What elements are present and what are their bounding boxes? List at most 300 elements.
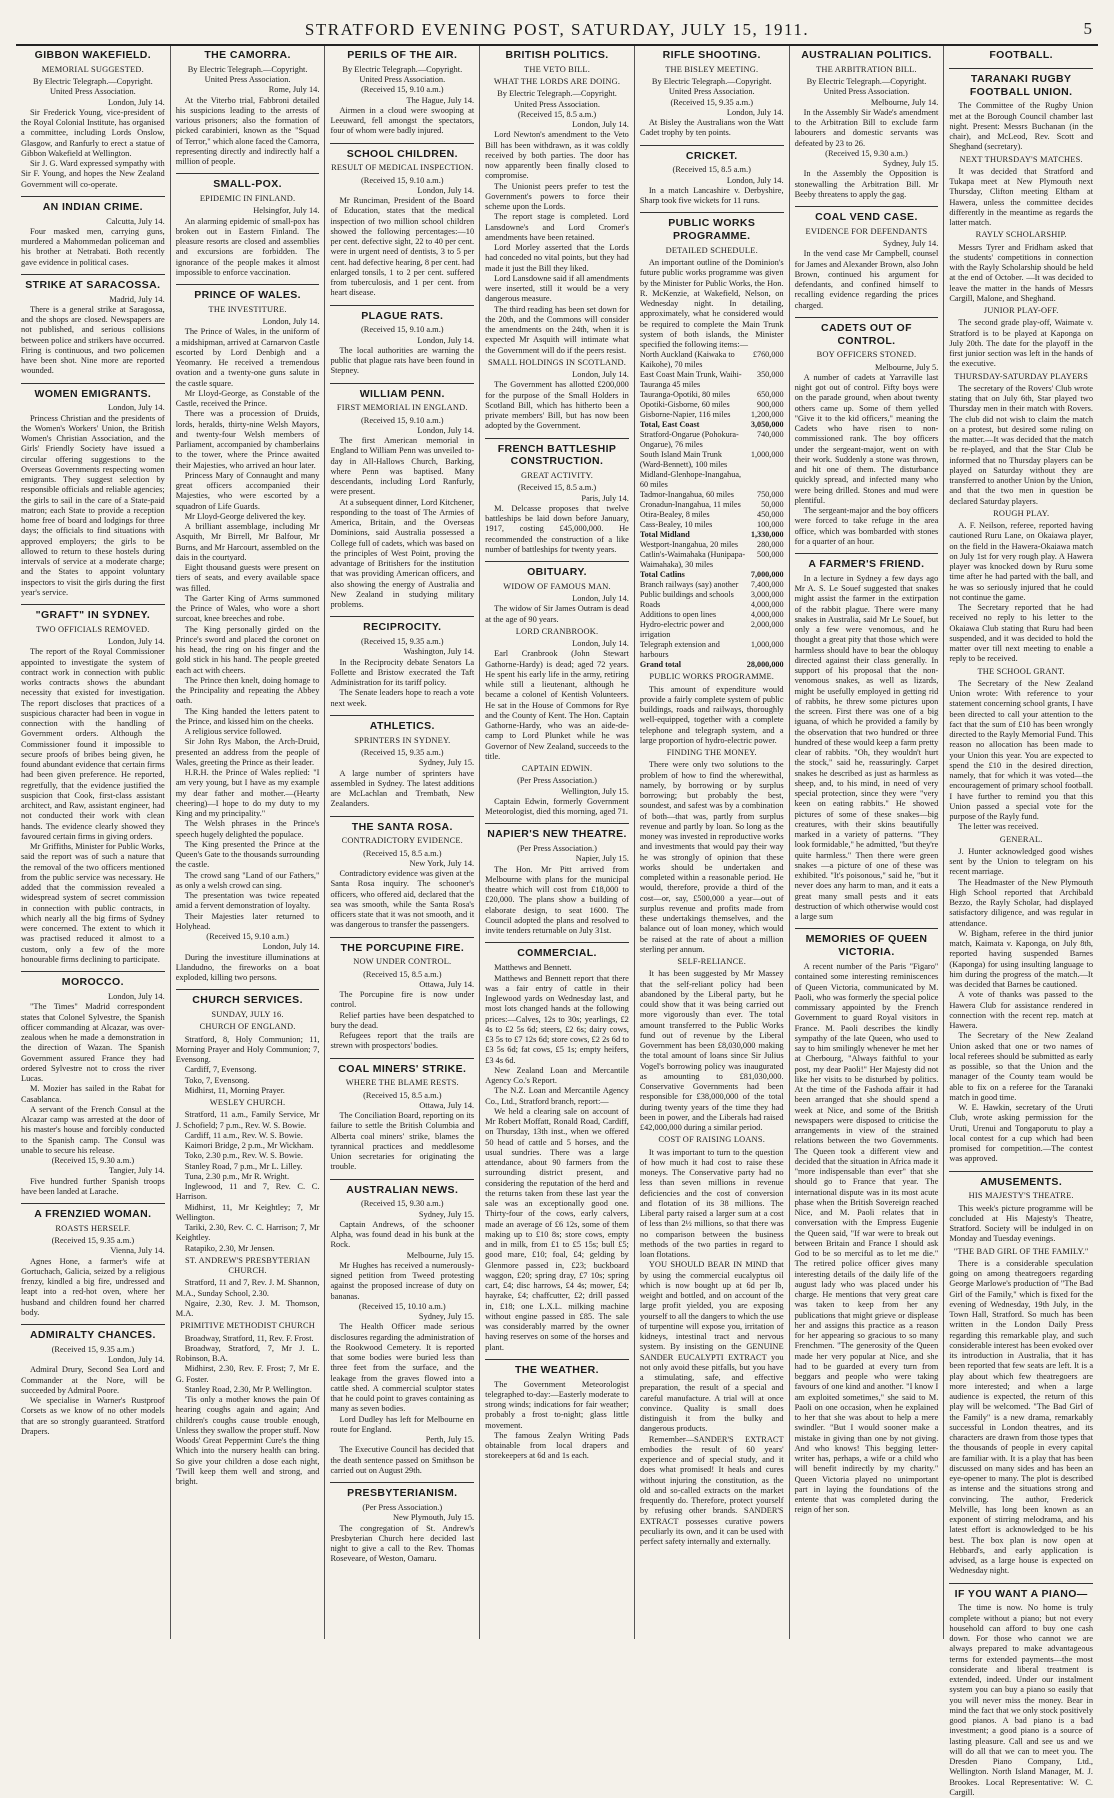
wire-credit: (Per Press Association.) xyxy=(517,776,597,786)
article-headline: CRICKET. xyxy=(685,149,738,162)
dateline: London, July 14. xyxy=(726,107,784,117)
article-paragraph: The first American memorial in England to William Penn was unveiled to-day in All-Hallows Church, Barking, where Penn was baptised. Many descendants, including Lord Ranfurly, were present. xyxy=(330,436,475,497)
masthead xyxy=(16,16,1098,46)
section-subheading: THURSDAY-SATURDAY PLAYERS xyxy=(954,371,1089,381)
article-paragraph: At a subsequent dinner, Lord Kitchener, responding to the toast of The Armies of America, Britain, and the Overseas Dominions, said Australia possessed a College full of cadets, which was based on the principles of West Point, proving the advantage of Britishers for the institution that was providing American officers, and also showing the energy of Australia and New Zealand in studying military problems. xyxy=(330,497,475,610)
article-headline: A FRENZIED WOMAN. xyxy=(34,1208,152,1221)
dateline: Melbourne, July 14. xyxy=(870,97,939,107)
table-item: Cass-Bealey, 10 miles xyxy=(639,520,713,530)
wire-credit: (Received 15, 9.10 a.m.) xyxy=(361,175,444,185)
wire-credit: (Received 15, 9.10 a.m.) xyxy=(206,932,289,942)
article-paragraph: The famous Zealyn Writing Pads obtainable from local drapers and storekeepers at 6d and 1s each. xyxy=(485,1430,629,1461)
dateline: London, July 14. xyxy=(262,317,320,327)
dateline: London, July 14. xyxy=(107,992,165,1002)
article-paragraph: Admiral Drury, Second Sea Lord and Commander at the Nore, will be succeeded by Admiral Poore. xyxy=(21,1365,165,1395)
dateline: The Hague, July 14. xyxy=(406,95,475,105)
article xyxy=(21,604,165,965)
article-paragraph: Lord Newton's amendment to the Veto Bill has been withdrawn, as it was coldly received by both parties. The door has now apparently been finally closed to compromise. xyxy=(485,130,629,181)
section-subheading: WHAT THE LORDS ARE DOING. xyxy=(493,77,621,87)
section-subheading: LORD CRANBROOK. xyxy=(515,626,599,636)
article-subheading: BOY OFFICERS STONED. xyxy=(816,350,917,360)
wire-credit: (Received 15, 8.5 a.m.) xyxy=(672,165,751,175)
article-headline: SCHOOL CHILDREN. xyxy=(346,147,458,160)
article xyxy=(949,1171,1093,1577)
table-item: Public buildings and schools xyxy=(639,590,734,600)
article-headline: BRITISH POLITICS. xyxy=(505,49,609,61)
section-subheading: CAPTAIN EDWIN. xyxy=(521,764,593,774)
article-paragraph: The King handed the letters patent to the Prince, and kissed him on the cheeks. xyxy=(175,706,320,726)
article xyxy=(949,49,1093,62)
article-paragraph: Captain Andrews, of the schooner Alpha, was found dead in his bunk at the Rock. xyxy=(330,1219,475,1250)
table-value: 4,000,000 xyxy=(750,600,784,610)
article-paragraph: Toko, 2.30 p.m., Rev. W. S. Bowie. xyxy=(184,1151,303,1161)
article xyxy=(21,196,165,268)
article-paragraph: Stratford, 11 a.m., Family Service, Mr J. Schofield; 7 p.m., Rev. W. S. Bowie. xyxy=(175,1110,320,1130)
article-paragraph: The Government has allotted £200,000 for the purpose of the Small Holders in Scotland Bill, which has hitherto been a private members' Bill, but has now been adopted by the Government. xyxy=(485,380,629,431)
article-paragraph: A recent number of the Paris "Figaro" contained some interesting reminiscences of Queen Victoria, communicated by M. Paoli, who was formerly the special police commissary appointed by the French Government to guard Royal visitors in France. M. Paoli describes the kindly sympathy of the late Queen, who used to say to him smilingly whenever he met her at Cherbourg, "Always faithful to your post, my dear Paoli!" Her Majesty did not like her visits to be disturbed by politics. At the time of the Fashoda affair it had been arranged that she should spend a week at Nice, and some of the British newspapers were disposed to criticise the arrangements in view of the strained relations between the two Governments. The Queen took a different view and decided that the situation in Africa made it "more indispensable than ever" that she should go to France that year. The international dispute was in its most acute phase when the British Sovereign reached Nice, and M. Paoli relates that in conversation with the Empress Eugenie the Queen said, "If war were to break out between Britain and France I should ask God to be so merciful as to let me die." The retired police officer gives many interesting details of the daily life of the august lady who was placed under his charge. He mentions that very great care was taken to keep from her any publications that might grieve or displease her and assigns this practice as a reason for her appearing so gracious to so many Frenchmen. "The generosity of the Queen made her very popular at Nice, and she had to be guarded at every turn from beggars and people who were taking favours of one kind and another. "I know I am exploited sometimes," she said to M. Paoli on one occasion, when he explained to her that she was about to help a mere swindler. "But I would sooner make a mistake in giving than one by not giving. And who knows! This begging letter-writer has, perhaps, a wife or a child who will benefit indirectly by my charity." Queen Victoria played no unimportant part in laying the foundations of the entente that was completed during the reign of her son. xyxy=(794,962,939,1515)
article-paragraph: Broadway, Stratford, 7, Mr J. L. Robinson, B.A. xyxy=(175,1343,320,1364)
wire-credit: (Received 15, 9.30 a.m.) xyxy=(51,1156,135,1166)
section-subheading: GENERAL. xyxy=(999,834,1043,844)
dateline: Perth, July 15. xyxy=(425,1435,475,1445)
dateline: Madrid, July 14. xyxy=(109,294,165,304)
table-value: 3,050,000 xyxy=(750,420,784,430)
article-headline: A FARMER'S FRIEND. xyxy=(808,558,925,571)
dateline: Napier, July 15. xyxy=(575,854,629,864)
article-subheading: THE VETO BILL. xyxy=(524,64,591,74)
article xyxy=(485,1359,629,1462)
article-paragraph: Remember—SANDER'S EXTRACT embodies the result of 60 years' experience and of special study, and it does what promised! It heals and cures without injuring the constitution, as the old and so-called extracts on the market frequently do. Therefore, protect yourself by refusing other brands. SANDER'S EXTRACT possesses curative powers peculiarly its own, and it can be used with perfect safety internally and externally. xyxy=(639,1434,784,1547)
table-row xyxy=(640,550,784,570)
article-headline: THE CAMORRA. xyxy=(204,49,291,61)
dateline: London, July 14. xyxy=(572,370,629,380)
article-headline: PLAGUE RATS. xyxy=(361,309,444,322)
article-divider xyxy=(330,1482,474,1483)
article-headline: MEMORIES OF QUEEN VICTORIA. xyxy=(805,933,928,959)
article-paragraph: Matthews and Bennett report that there was a fair entry of cattle in their Inglewood yards on Wednesday last, and most lots changed hands at the following prices:—Calves, 12s to 30s; yearlings, £2 4s to £2 5s 6d; steers, £2 6s; dairy cows, £3 5s to £7 12s 6d; store cows, £2 2s 6d to £3 5s 6d; fat cows, £5 1s; empty heifers, £3 4s 6d. xyxy=(485,973,629,1065)
article-headline: AUSTRALIAN NEWS. xyxy=(346,1183,459,1196)
article xyxy=(485,823,629,936)
article-divider xyxy=(330,616,474,617)
article-divider xyxy=(640,212,784,213)
table-value: 2,000,000 xyxy=(750,620,784,630)
table-item: East Coast Main Trunk, Waihi-Tauranga 45 miles xyxy=(639,370,742,390)
table-value: 500,000 xyxy=(756,550,784,560)
article xyxy=(949,1583,1093,1798)
article xyxy=(330,616,474,709)
table-value: 1,000,000 xyxy=(750,640,784,650)
article-paragraph: Midhirst, 11, Mr Keightley; 7, Mr Wellington. xyxy=(175,1202,320,1222)
table-row xyxy=(640,490,784,500)
table-value: 28,000,000 xyxy=(746,660,784,670)
article-paragraph: M. Delcasse proposes that twelve battleships be laid down before January, 1917, costing £45,000,000. He recommended the construction of a like number of battleships for twenty years. xyxy=(485,503,629,554)
article-divider xyxy=(640,145,784,146)
article-divider xyxy=(330,1058,474,1059)
table-row xyxy=(640,500,784,510)
article-paragraph: Five hundred further Spanish troops have been landed at Larache. xyxy=(21,1176,165,1196)
article-divider xyxy=(330,937,474,938)
article-headline: TARANAKI RUGBY FOOTBALL UNION. xyxy=(969,72,1073,98)
article-headline: WOMEN EMIGRANTS. xyxy=(34,387,152,400)
dateline: London, July 14. xyxy=(262,942,320,952)
dateline: London, July 14. xyxy=(107,637,165,647)
dateline: Wellington, July 15. xyxy=(561,786,629,796)
dateline: London, July 14. xyxy=(417,425,475,435)
article-paragraph: Sir Frederick Young, vice-president of the Royal Colonial Institute, has organised a committee, including Lords Onslow, Glasgow, and Ranfurly to erect a statue of Gibbon Wakefield at Wellington. xyxy=(21,107,165,158)
section-subheading: COST OF RAISING LOANS. xyxy=(658,1135,766,1145)
article-paragraph: Four masked men, carrying guns, murdered a Mahommedan policeman and his brother at Netrabati. Both recently gave evidence in political cases. xyxy=(21,226,165,267)
table-item: Tadmor-Inangahua, 60 miles xyxy=(639,490,734,500)
article-headline: THE WEATHER. xyxy=(515,1363,599,1376)
dateline: Sydney, July 15. xyxy=(883,159,939,169)
article-paragraph: Princess Christian and the presidents of the Women's Workers' Union, the British Women's Christian Association, and the Girls' Friendly Society have issued a circular offering suggestions to the Overseas Governments respecting women emigrants. They suggest selection by responsible officials and reliable agencies; the girls to sail in the care of a State-paid matron; each State to provide a reception home free of board and lodgings for three days; the officials to find situations with approved employers; the girls to be allowed to return to these hostels during intervals of service at a moderate charge; and the States to appoint voluntary inspectors to visit the girls during the first year's service. xyxy=(21,413,165,597)
article-paragraph: The presentation was twice repeated amid a fervent demonstration of loyalty. xyxy=(175,891,320,911)
article-paragraph: We held a clearing sale on account of Mr Robert Moffatt, Ronald Road, Cardiff, on Thursday, 13th inst., when we offered 50 head of cattle and 5 horses, and the usual sundries. There was a large attendance, about 90 farmers from the surrounding district present, and considering the reputation of the herd and the returns taken from these last year the sale was an exceptionally good one. Thirty-four of the cows, early calvers, made an average of £6 12s, some of them making up to £10 8s; store cows, empty and in milk, from £1 to £5 15s; bull £5; good mare, £10; foal, £4; gelding by Glenmore passed in, £23; buckboard waggon, £20; spring dray, £7 10s; spring cart, £4; disc harrows, £4 4s; mower, £4; hayrake, £4; chaffcutter, £2; drill passed in, £18; one L.X.L. milking machine without engine passed in £85. The sale was considerably marred by the owner having reserves on some of the horses and plant. xyxy=(485,1106,629,1352)
article-paragraph: The Secretary of the New Zealand Union wrote: With reference to your statement concerning school grants, I have been directed to call your attention to the fact that the sum of £10 has been wrongly directed to the Rayly Memorial Fund. This reason no allocation has been made to your Union this year. You are expected to spend the £10 in the desired direction, namely, that for which it was voted—the encouragement of primary school football. I have further to remind you that this Union passed a special vote for the purpose of the Rayly fund. xyxy=(949,678,1094,822)
article-divider xyxy=(795,317,939,318)
article-divider xyxy=(330,143,474,144)
dateline: Paris, July 14. xyxy=(581,493,629,503)
article-paragraph: Ratapiko, 2.30, Mr Jensen. xyxy=(184,1243,275,1253)
article-paragraph: Contradictory evidence was given at the Santa Rosa inquiry. The schooner's officers, who offered aid, declared that the sea was smooth, while the Santa Rosa's officers state that it was not smooth, and it was dangerous to transfer the passengers. xyxy=(330,869,475,930)
table-item: North Auckland (Kaiwaka to Kaikohe), 70 miles xyxy=(639,350,735,370)
article-divider xyxy=(795,206,939,207)
wire-credit: By Electric Telegraph.—Copyright. United Press Association. xyxy=(651,77,772,97)
article-paragraph: This amount of expenditure would provide a fairly complete system of public buildings, roads and railways, thoroughly well-equipped, together with a complete telephone and telegraph system, and a large proportion of hydro-electric power. xyxy=(639,684,784,745)
article-paragraph: Inglewood, 11 and 7, Rev. C. C. Harrison. xyxy=(175,1182,320,1202)
article-paragraph: Stanley Road, 2.30, Mr P. Wellington. xyxy=(184,1384,312,1394)
article-headline: AN INDIAN CRIME. xyxy=(42,200,144,213)
article-paragraph: H.R.H. the Prince of Wales replied: "I am very young, but I have as my example my dear father and mother.—(Hearty cheering)—I hope to do my duty to my King and my principality." xyxy=(175,768,320,819)
article-paragraph: The Committee of the Rugby Union met at the Borough Council chamber last night. Present: Messrs Buchanan (in the chair), and McLeod, Rev. Scott and Sheghand (secretary). xyxy=(949,101,1094,152)
article-paragraph: M. Mozier has sailed in the Rabat for Casablanca. xyxy=(21,1084,165,1104)
table-row xyxy=(640,570,784,580)
article-paragraph: The Secretary of the New Zealand Union asked that one or two names of local referees should be submitted as early as possible, so that the Union and the manager of the County team would be able to fix on a referee for the Taranaki match in good time. xyxy=(949,1031,1094,1102)
article xyxy=(640,49,784,139)
dateline: Sydney, July 15. xyxy=(418,758,475,768)
article-paragraph: Princess Mary of Connaught and many great officers accompanied their Majesties, who were escorted by a squadron of Life Guards. xyxy=(175,470,320,511)
table-value: 1,330,000 xyxy=(750,530,784,540)
article-headline: PERILS OF THE AIR. xyxy=(347,49,458,61)
article-paragraph: J. Hunter acknowledged good wishes sent by the Union to telegram on his recent marriage. xyxy=(949,846,1094,877)
dateline: London, July 14. xyxy=(107,1355,165,1365)
article-paragraph: New Zealand Loan and Mercantile Agency Co.'s Report. xyxy=(485,1065,629,1086)
table-item: Branch railways (say) another xyxy=(639,580,739,590)
article-paragraph: In the vend case Mr Campbell, counsel for James and Alexander Brown, also John Brown, continued his argument for defendants, and confined himself to recalling evidence regarding the prices charged. xyxy=(794,249,939,310)
article xyxy=(330,1058,474,1173)
table-item: Additions to open lines xyxy=(639,610,717,620)
article-paragraph: Midhirst, 11, Morning Prayer. xyxy=(184,1085,285,1095)
article xyxy=(176,49,320,167)
article-paragraph: The Prince then knelt, doing homage to the Principality and repeating the Abbey oath. xyxy=(175,675,320,706)
article-paragraph: A brilliant assemblage, including Mr Asquith, Mr Birrell, Mr Balfour, Mr Burns, and Mr Harcourt, assembled on the dais in the courtyard. xyxy=(175,522,320,562)
article xyxy=(795,317,939,547)
article-divider xyxy=(21,196,165,197)
article-headline: THE PORCUPINE FIRE. xyxy=(340,941,465,954)
article-headline: OBITUARY. xyxy=(527,566,587,579)
article-divider xyxy=(176,284,320,285)
table-item: Catlin's-Waimahaka (Hunipapa-Waimahaka), 30 miles xyxy=(639,550,746,570)
article-paragraph: The Garter King of Arms summoned the Prince of Wales, who wore a short surcoat, knee breeches and robe. xyxy=(175,593,320,624)
table-row xyxy=(640,600,784,610)
article xyxy=(330,1179,474,1477)
wire-credit: (Received 15, 8.5 a.m.) xyxy=(517,483,597,493)
table-value: 650,000 xyxy=(756,390,784,400)
table-value: 750,000 xyxy=(756,490,784,500)
article-divider xyxy=(949,1171,1093,1172)
article-paragraph: There was a procession of Druids, lords, heralds, thirty-nine Welsh Mayors, and twenty-four Welsh members of Parliament, accompanied by chamberlains to the tower, where the Prince awaited their Majesties, who arrived an hour later. xyxy=(175,409,320,470)
wire-credit: (Received 15, 9.10 a.m.) xyxy=(361,85,444,95)
article-paragraph: A number of cadets at Yarraville last night got out of control. Fifty boys were on the parade ground, when about twenty others came up. Some of them yelled "Give it to the kid officers," meaning the Cadets who have risen to non-commissioned rank. The boy officers under the sergeant-major, went on with their work. Suddenly a stone was thrown, and hit one of them. The disturbance quickly spread, and infected many who were being drilled. Stones and mud were plentiful. xyxy=(794,372,939,505)
article-headline: PRINCE OF WALES. xyxy=(194,289,301,302)
wire-credit: By Electric Telegraph.—Copyright. United Press Association. xyxy=(497,89,617,109)
article-divider xyxy=(795,928,939,929)
article-headline: CHURCH SERVICES. xyxy=(192,994,303,1007)
article-paragraph: The Secretary reported that he had received no reply to his letter to the Okaiawa Club stating that Ruru had been suspended, and it was decided to hold the matter over till next meeting to enable a reply to be received. xyxy=(949,603,1094,664)
table-value: 4,000,000 xyxy=(750,610,784,620)
article-divider xyxy=(485,823,629,824)
section-subheading: THE SCHOOL GRANT. xyxy=(977,666,1065,676)
article-headline: THE SANTA ROSA. xyxy=(351,820,453,833)
article-divider xyxy=(330,1179,474,1180)
article-divider xyxy=(176,173,320,174)
section-subheading: ST. ANDREW'S PRESBYTERIAN CHURCH. xyxy=(184,1255,311,1276)
table-row xyxy=(640,620,784,640)
article-paragraph: Mr Hughes has received a numerously-signed petition from Tweed protesting against the proposed increase of duty on bananas. xyxy=(330,1260,475,1301)
article-divider xyxy=(330,816,474,817)
article xyxy=(640,212,784,1547)
column-4 xyxy=(480,46,635,1639)
article xyxy=(330,143,474,299)
article-subheading: EPIDEMIC IN FINLAND. xyxy=(199,194,296,204)
article xyxy=(21,49,165,190)
article-paragraph: A religious service followed. xyxy=(184,727,282,737)
page-title: STRATFORD EVENING POST, SATURDAY, JULY 15, 1911. xyxy=(304,20,810,39)
article-paragraph: The crowd sang "Land of our Fathers," as only a welsh crowd can sing. xyxy=(175,870,320,890)
table-row xyxy=(640,410,784,420)
dateline: London, July 14. xyxy=(107,403,165,413)
article-divider xyxy=(21,1324,165,1325)
article-subheading: MEMORIAL SUGGESTED. xyxy=(41,64,144,74)
article xyxy=(485,942,629,1352)
table-value: 50,000 xyxy=(761,500,784,510)
article-subheading: THE BISLEY MEETING. xyxy=(665,64,759,74)
article-headline: PUBLIC WORKS PROGRAMME. xyxy=(668,217,756,243)
dateline: Sydney, July 14. xyxy=(883,239,939,249)
table-item: Total Midland xyxy=(639,530,690,540)
article-paragraph: Mr Griffiths, Minister for Public Works, said the report was of such a nature that the removal of the two officers mentioned from the public service was necessary. He added that the commission revealed a widespread system of secret commission in connection with public contracts, in which nearly all the big firms of Sydney were concerned. The extent to which it was practised reduced it almost to a custom, only a few of the more honourable firms declining to participate. xyxy=(21,842,165,964)
article-paragraph: Lord Lansdowne said if all amendments were inserted, still it would be a very dangerous measure. xyxy=(485,273,629,304)
article xyxy=(330,305,474,377)
article-headline: FOOTBALL. xyxy=(989,49,1054,61)
article xyxy=(330,715,474,810)
dateline: London, July 14. xyxy=(417,185,475,195)
article-headline: STRIKE AT SARACOSSA. xyxy=(25,278,161,291)
article-paragraph: The letter was received. xyxy=(958,822,1039,832)
section-subheading: SMALL HOLDINGS IN SCOTLAND. xyxy=(487,357,627,367)
article-paragraph: In the Assembly Sir Wade's amendment to the Arbitration Bill to exclude farm labourers and domestic servants was defeated by 23 to 26. xyxy=(794,107,939,148)
article-headline: COAL MINERS' STRIKE. xyxy=(338,1062,467,1075)
article-headline: ADMIRALTY CHANCES. xyxy=(29,1329,156,1342)
article-paragraph: The Government Meteorologist telegraphed to-day:—Easterly moderate to strong winds; indications for fair weather; probably a frost to-night; glass little movement. xyxy=(485,1379,629,1430)
article-paragraph: There were only two solutions to the problem of how to find the wherewithal, namely, by borrowing or by surplus borrowing; but probably the best, soundest, and safest was by a combination of both—that was, partly from surplus revenue and partly by loan. So long as the money was invested in reproductive works and investments that would pay their way he was strongly of opinion that these works should be undertaken and completed within a reasonable period. He would, therefore, provide a third of the cost—or, say, £500,000 a year—out of surplus revenue and profits made from these undertakings themselves, and the balance out of loan money, which would be raised at the rate of about a million sterling per annum. xyxy=(639,760,784,954)
article-subheading: RESULT OF MEDICAL INSPECTION. xyxy=(331,163,474,173)
wire-credit: (Received 15, 9.35 a.m.) xyxy=(361,748,444,758)
article-paragraph: A large number of sprinters have assembled in Sydney. The latest additions are McLachlan and Trembath, New Zealanders. xyxy=(330,768,475,809)
wire-credit: (Received 15, 8.5 a.m.) xyxy=(363,1090,442,1100)
dateline: London, July 14. xyxy=(107,97,165,107)
article-divider xyxy=(330,305,474,306)
article-subheading: GREAT ACTIVITY. xyxy=(521,471,594,481)
article xyxy=(795,928,939,1515)
article-paragraph: In the Assembly the Opposition is stonewalling the Arbitration Bill. Mr Beeby threatens to apply the gag. xyxy=(794,169,939,199)
article-paragraph: The Porcupine fire is now under control. xyxy=(330,990,475,1010)
article-headline: MOROCCO. xyxy=(61,976,124,989)
article xyxy=(795,206,939,311)
dateline: London, July 14. xyxy=(417,335,475,345)
table-row xyxy=(640,580,784,590)
dateline: Rome, July 14. xyxy=(268,85,320,95)
article-paragraph: The report stage is completed. Lord Lansdowne's and Lord Cromer's amendments have been retained. xyxy=(485,212,629,242)
article-paragraph: Sir John Rys Mabon, the Arch-Druid, presented an address from the people of Wales, greeting the Prince as their leader. xyxy=(175,737,320,767)
article-paragraph: The Senate leaders hope to reach a vote next week. xyxy=(330,688,475,708)
dateline: London, July 14. xyxy=(572,120,629,130)
article-paragraph: Cardiff, 7, Evensong. xyxy=(184,1065,257,1075)
wire-credit: By Electric Telegraph.—Copyright. United Press Association. xyxy=(806,77,927,97)
article-subheading: THE INVESTITURE. xyxy=(208,304,287,314)
article-divider xyxy=(21,274,165,275)
article-paragraph: A vote of thanks was passed to the Hawera Club for assistance rendered in connection with the recent rep. match at Hawera. xyxy=(949,990,1094,1031)
article-subheading: CONTRADICTORY EVIDENCE. xyxy=(341,836,463,846)
article-divider xyxy=(795,553,939,554)
section-subheading: "THE BAD GIRL OF THE FAMILY." xyxy=(953,1246,1089,1256)
table-value: 280,000 xyxy=(756,540,784,550)
section-subheading: PRIMITIVE METHODIST CHURCH xyxy=(180,1321,316,1331)
article-paragraph: The time is now. No home is truly complete without a piano; but not every household can afford to buy one cash down. For those who cannot we are always prepared to make advantageous terms for extended payments—the most considerate and liberal treatment is extended, indeed. Under our instalment system you can buy a piano so easily that you will never miss the money. Bear in mind the fact that we only stock positively good pianos. A bad piano is a bad investment; a good piano is a source of lasting pleasure. Call and see us and we will do all that we can to meet you. The Dresden Piano Company, Ltd., Wellington. North Island Manager, M. J. Brookes. Local Representative: W. C. Cargill. xyxy=(949,1603,1094,1797)
article-subheading: THE ARBITRATION BILL. xyxy=(816,64,917,74)
wire-credit: (Received 15, 9.10 a.m.) xyxy=(361,325,444,335)
section-subheading: JUNIOR PLAY-OFF. xyxy=(983,306,1059,316)
article-headline: RIFLE SHOOTING. xyxy=(662,49,761,61)
article-subheading: ROASTS HERSELF. xyxy=(55,1223,131,1233)
table-item: Hydro-electric power and irrigation xyxy=(639,620,724,640)
article-divider xyxy=(21,604,165,605)
table-value: 7,000,000 xyxy=(750,570,784,580)
article-paragraph: Lord Dudley has left for Melbourne en route for England. xyxy=(330,1414,475,1434)
table-row xyxy=(640,400,784,410)
table-value: 450,000 xyxy=(756,510,784,520)
article-paragraph: The Unionist peers prefer to test the Government's powers to force their scheme upon the Lords. xyxy=(485,181,629,212)
table-item: Total Catlins xyxy=(639,570,685,580)
table-row xyxy=(640,610,784,620)
table-row xyxy=(640,350,784,370)
article-divider xyxy=(330,383,474,384)
section-subheading: RAYLY SCHOLARSHIP. xyxy=(975,230,1067,240)
article xyxy=(176,284,320,983)
article-paragraph: The Health Officer made serious disclosures regarding the administration of the Rookwood Cemetery. It is reported that some bodies were buried less than three feet from the surface, and the leakage from the graves flowed into a cattle shed. A commercial sculptor states that he could point to graves containing as many as seven bodies. xyxy=(330,1322,475,1414)
article-paragraph: Midhirst, 2.30, Rev. F. Frost; 7, Mr E. G. Foster. xyxy=(175,1364,320,1384)
article-headline: "GRAFT" IN SYDNEY. xyxy=(35,609,151,622)
wire-credit: (Received 15, 9.30 a.m.) xyxy=(361,1199,444,1209)
article-paragraph: The Welsh phrases in the Prince's speech hugely delighted the populace. xyxy=(175,819,320,839)
table-row xyxy=(640,510,784,520)
article-divider xyxy=(485,1359,629,1360)
section-subheading: ROUGH PLAY. xyxy=(993,508,1050,518)
wire-credit: (Received 15, 8.5 a.m.) xyxy=(363,848,442,858)
dateline: London, July 14. xyxy=(572,639,629,649)
article-divider xyxy=(330,715,474,716)
article-subheading: FIRST MEMORIAL IN ENGLAND. xyxy=(336,403,468,413)
article-paragraph: The Hon. Mr Pitt arrived from Melbourne with plans for the municipal theatre which will cost from £18,000 to £20,000. The plans show a building of elaborate design, to seat 1600. The Council adopted the plans and resolved to invite tenders returnable on July 31st. xyxy=(485,864,629,936)
article-divider xyxy=(176,989,320,990)
article-paragraph: Mr Runciman, President of the Board of Education, states that the medical inspection of two million school children showed the following percentages:—10 per cent. defective sight, 22 to 40 per cent. were in urgent need of dentists, 3 to 5 per cent. had defective hearing, 8 per cent. had enlarged tonsils, 1 to 2 per cent. suffered from tuberculosis, and 1 per cent. from heart disease. xyxy=(330,196,475,298)
dateline: London, July 14. xyxy=(572,594,629,604)
table-item: Stratford-Ongarue (Pohokura-Ongarue), 76 miles xyxy=(639,430,739,450)
table-value: 100,000 xyxy=(756,520,784,530)
wire-credit: (Received 15, 9.35 a.m.) xyxy=(361,637,444,647)
wire-credit: (Received 15, 10.10 a.m.) xyxy=(358,1301,446,1311)
table-item: Roads xyxy=(639,600,661,610)
article-paragraph: In the Reciprocity debate Senators La Follette and Bristow execrated the Taft Administration for its tariff policy. xyxy=(330,657,475,688)
wire-credit: (Per Press Association.) xyxy=(362,1503,443,1513)
article-paragraph: Sir J. G. Ward expressed sympathy with Sir F. Young, and hopes the New Zealand Government will co-operate. xyxy=(21,159,165,189)
article xyxy=(485,49,629,432)
article xyxy=(330,816,474,931)
article-paragraph: A. F. Neilson, referee, reported having cautioned Ruru Lane, on Okaiawa player, on the field in the Hawera-Okaiawa match on July 1st for very rough play. A Hawera player was knocked down by Ruru some time after he had parted with the ball, and he was so seriously injured that he could not continue the game. xyxy=(949,521,1094,602)
article-paragraph: "The Times" Madrid correspondent states that Colonel Sylvestre, the Spanish officer commanding at Alcazar, was over-zealous when he made a demonstration in the direction of Wazan. The Spanish Government assured France they had ordered Sylvestre not to cross the river Lucas. xyxy=(21,1002,165,1084)
article-paragraph: In a lecture in Sydney a few days ago Mr A. S. Le Souef suggested that snakes might assist the farmer in the extirpation of the rabbit plague. There were many snakes in Australia, said Mr Le Souef, but only a few were venomous, and he thought a great pity that those which were harmless should have to bear the obloquy directed against their class generally. In support of his proposal that the non-venomous snakes, as well as lizards, might be usefully employed in getting rid of rabbits, he threw some pictures upon the screen. First there was one of a big iguana, of which he provided a family by the observation that two hundred or three hundred of these would keep a farm pretty clear of rabbits. "Oh, they wouldn't hurt the stock," said he, reassuringly. Carpet snakes he described as just as harmless as sheep, and, to his mind, in need of very special protection, since they were "very keen on eating rabbits." He showed pictures of some of these snakes—big creatures, with their skins beautifully marked in a variety of patterns. "They look formidable," he admitted, "but they're quite harmless." Then there were green snakes —a picture of one of these was exhibited. "It's poisonous," said he, "but it never does any harm to man, and it eats a great many small pests and it eats destruction of which otherwise would cost a large sum xyxy=(794,573,939,922)
table-row xyxy=(640,370,784,390)
article-paragraph: Earl Cranbrook (John Stewart Gathorne-Hardy) is dead; aged 72 years. He spent his early life in the army, retiring while still a lieutenant, although he became a colonel of Kentish Volunteers. He sat in the House of Commons for Rye and the County of Kent. The Hon. Captain Gathorne-Hardy, who was an aide-de-camp to Lord Plunket while he was Governor of New Zealand, succeeds to the title. xyxy=(485,649,629,761)
article xyxy=(330,937,474,1052)
table-value: 350,000 xyxy=(756,370,784,380)
article-paragraph: The sergeant-major and the boy officers were forced to take refuge in the area office, which was bombarded with stones for a quarter of an hour. xyxy=(794,506,939,546)
article-divider xyxy=(949,1583,1093,1584)
section-subheading: FINDING THE MONEY. xyxy=(666,748,757,758)
table-item: Total, East Coast xyxy=(639,420,700,430)
article-headline: COMMERCIAL. xyxy=(517,947,597,960)
dateline: Vienna, July 14. xyxy=(110,1246,165,1256)
article xyxy=(21,274,165,377)
dateline: New York, July 14. xyxy=(409,858,475,868)
article-paragraph: It has been suggested by Mr Massey that the self-reliant policy had been abandoned by the Liberal party, but he could show that it was being carried out more vigorously than ever. The total amount transferred to the Public Works fund out of revenue by the Liberal Government has been £8,030,000 making the total amount of loans since Sir Julius Vogel's borrowing policy was inaugurated as amounting to £81,030,000. Conservative Governments had been responsible for £38,000,000 of the total during twenty years of the time they had been in power, and the Liberals had raised £42,000,000 during a similar period. xyxy=(639,969,784,1133)
table-value: 740,000 xyxy=(756,430,784,440)
article-paragraph: The report of the Royal Commissioner appointed to investigate the system of contract work in connection with public works contracts shows the abundant necessity that existed for investigation. The report discloses that practices of a suspicious character had been in vogue in connection with the handling of Government orders. Although the Commissioner found it impossible to secure proofs of bribes being given, he found abundant evidence that certain firms had been given preference. He reported, regretfully, that the evidence justified the suspicion that Cook, first-class assistant architect, and Raw, assistant engineer, had not conducted their work with clean hands. The evidence clearly showed they favoured certain firms in giving orders. xyxy=(21,647,165,841)
article-subheading: SUNDAY, JULY 16. xyxy=(211,1010,284,1020)
article-paragraph: The third reading has been set down for the 20th, and the Commons will consider the amendments on the 24th, when it is expected Mr Asquith will intimate what the Government will do if the peers resist. xyxy=(485,304,629,355)
article-paragraph: The Conciliation Board, reporting on its failure to settle the British Columbia and Alberta coal miners' strike, blames the tyrannical practices and meddlesome Union secretaries for originating the trouble. xyxy=(330,1111,475,1172)
article-paragraph: In a match Lancashire v. Derbyshire, Sharp took five wickets for 11 runs. xyxy=(639,185,784,206)
article-subheading: WIDOW OF FAMOUS MAN. xyxy=(503,581,611,591)
article-paragraph: Mr Lloyd-George delivered the key. xyxy=(184,511,306,521)
wire-credit: (Received 15, 8.5 a.m.) xyxy=(517,109,597,119)
article xyxy=(21,971,165,1197)
article-paragraph: The Headmaster of the New Plymouth High School reported that Archibald Bezzo, the Rayly Scholar, had displayed satisfactory diligence, and was regular in attendance. xyxy=(949,877,1094,928)
article-paragraph: Stanley Road, 7 p.m., Mr L. Lilley. xyxy=(184,1161,303,1171)
table-item: Midland-Glenhope-Inangahua, 60 miles xyxy=(639,470,742,490)
table-item: Grand total xyxy=(639,660,682,670)
article-headline: NAPIER'S NEW THEATRE. xyxy=(487,828,627,841)
article xyxy=(176,173,320,278)
article-paragraph: Ngaire, 2.30, Rev. J. M. Thomson, M.A. xyxy=(175,1298,320,1319)
table-value: 900,000 xyxy=(756,400,784,410)
article-paragraph: Kaimori Bridge, 2 p.m., Mr Wickham. xyxy=(184,1141,314,1151)
article-divider xyxy=(485,561,629,562)
article-paragraph: The King personally girded on the Prince's sword and placed the coronet on his head, the ring on his finger and the gold stick in his hand. The people greeted each act with cheers. xyxy=(175,624,320,675)
article xyxy=(485,438,629,556)
table-item: Westport-Inangahua, 20 miles xyxy=(639,540,739,550)
article-paragraph: During the investiture illuminations at Llandudno, the fireworks on a boat exploded, killing two persons. xyxy=(175,952,320,983)
